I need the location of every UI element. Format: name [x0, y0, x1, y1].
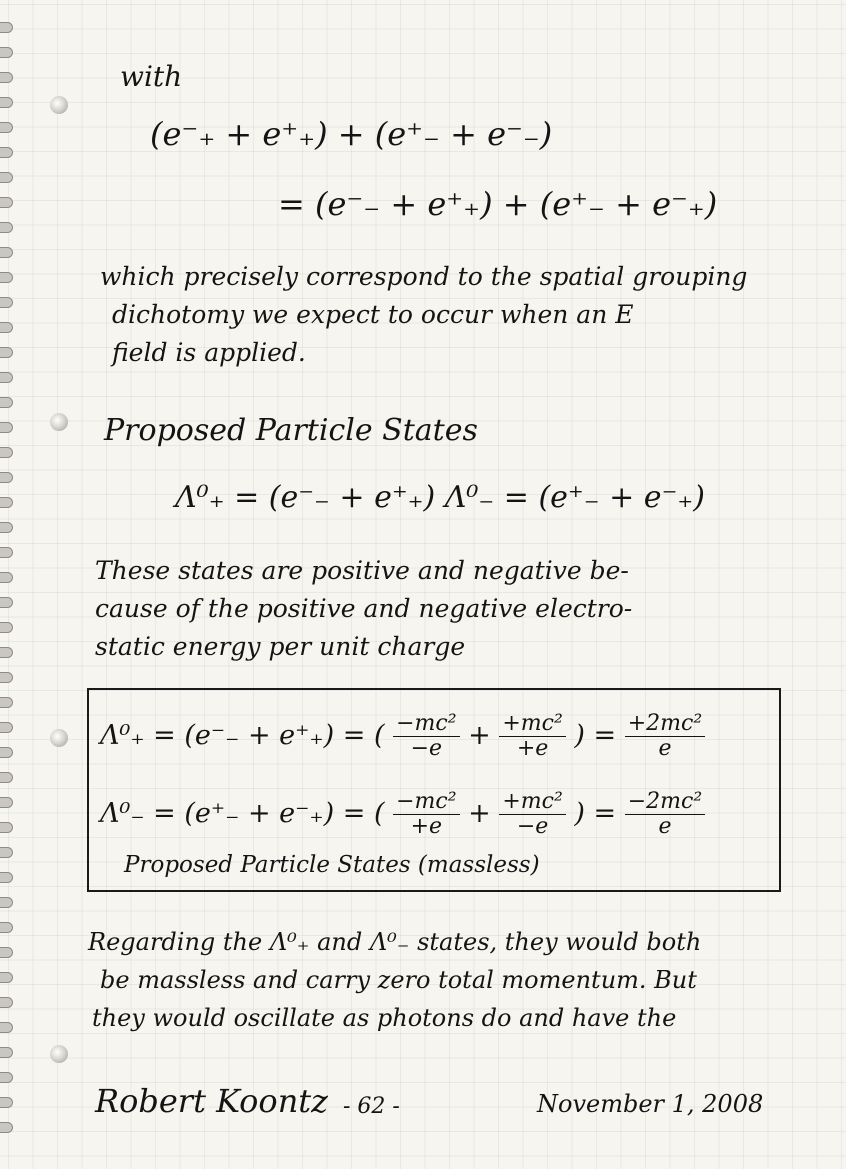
binding-ring-icon — [0, 797, 13, 808]
binding-ring-icon — [0, 697, 13, 708]
binding-ring-icon — [0, 472, 13, 483]
binding-ring-icon — [0, 147, 13, 158]
paragraph-1-line-1: which precisely correspond to the spatial grouping — [100, 262, 748, 291]
binding-ring-icon — [0, 1122, 13, 1133]
box-caption: Proposed Particle States (massless) — [124, 852, 540, 878]
box-eq1-lhs: Λ⁰₊ = (e⁻₋ + e⁺₊) = ( — [100, 720, 385, 752]
binding-ring-icon — [0, 522, 13, 533]
equation-1: (e⁻₊ + e⁺₊) + (e⁺₋ + e⁻₋) — [150, 115, 553, 153]
footer-date: November 1, 2008 — [537, 1090, 764, 1118]
box-equation-2: Λ⁰₋ = (e⁺₋ + e⁻₊) = ( $\frac{\text{−mc²}}{+e}$ + $\frac{\text{+mc²}}{-e}$ ) = $\frac{\text{−2mc²}}{e}$ — [100, 790, 705, 839]
binding-ring-icon — [0, 1047, 13, 1058]
binding-ring-icon — [0, 397, 13, 408]
binding-ring-icon — [0, 1097, 13, 1108]
binding-ring-icon — [0, 1022, 13, 1033]
footer-author-signature: Robert Koontz — [95, 1082, 329, 1120]
section-heading: Proposed Particle States — [104, 413, 478, 448]
binding-ring-icon — [0, 847, 13, 858]
binding-ring-icon — [0, 922, 13, 933]
box-eq2-fraction-1: $\frac{\text{−mc²}}{+e}$ — [393, 790, 459, 839]
binding-ring-icon — [0, 47, 13, 58]
binding-ring-icon — [0, 347, 13, 358]
binding-ring-icon — [0, 22, 13, 33]
paragraph-3-line-3: they would oscillate as photons do and have the — [92, 1004, 677, 1032]
binding-ring-icon — [0, 222, 13, 233]
binding-ring-icon — [0, 297, 13, 308]
paragraph-1-line-2: dichotomy we expect to occur when an E — [112, 300, 634, 329]
binding-ring-icon — [0, 747, 13, 758]
box-eq1-fraction-2: $\frac{\text{+mc²}}{+e}$ — [499, 712, 565, 761]
binding-ring-icon — [0, 997, 13, 1008]
binding-ring-icon — [0, 722, 13, 733]
punch-hole-icon — [50, 413, 68, 431]
paragraph-2-line-2: cause of the positive and negative electro- — [95, 594, 633, 623]
box-eq1-fraction-1: $\frac{\text{−mc²}}{-e}$ — [393, 712, 459, 761]
binding-ring-icon — [0, 497, 13, 508]
footer-page-number: - 62 - — [343, 1094, 400, 1119]
punch-hole-icon — [50, 729, 68, 747]
binding-ring-icon — [0, 322, 13, 333]
binding-ring-icon — [0, 872, 13, 883]
binding-ring-icon — [0, 372, 13, 383]
text-with: with — [120, 60, 183, 93]
spiral-binding — [0, 0, 18, 1169]
paragraph-2-line-3: static energy per unit charge — [95, 632, 466, 661]
box-eq1-result: $\frac{\text{+2mc²}}{e}$ — [625, 712, 705, 761]
paragraph-3-line-2: be massless and carry zero total momentum. But — [100, 966, 697, 994]
binding-ring-icon — [0, 547, 13, 558]
punch-hole-icon — [50, 96, 68, 114]
binding-ring-icon — [0, 122, 13, 133]
binding-ring-icon — [0, 1072, 13, 1083]
box-eq2-lhs: Λ⁰₋ = (e⁺₋ + e⁻₊) = ( — [100, 798, 385, 830]
binding-ring-icon — [0, 772, 13, 783]
binding-ring-icon — [0, 972, 13, 983]
binding-ring-icon — [0, 447, 13, 458]
box-eq2-fraction-2: $\frac{\text{+mc²}}{-e}$ — [499, 790, 565, 839]
binding-ring-icon — [0, 822, 13, 833]
binding-ring-icon — [0, 572, 13, 583]
binding-ring-icon — [0, 72, 13, 83]
paragraph-1-line-3: field is applied. — [112, 338, 306, 367]
binding-ring-icon — [0, 622, 13, 633]
binding-ring-icon — [0, 272, 13, 283]
binding-ring-icon — [0, 97, 13, 108]
binding-ring-icon — [0, 647, 13, 658]
binding-ring-icon — [0, 422, 13, 433]
equation-2: = (e⁻₋ + e⁺₊) + (e⁺₋ + e⁻₊) — [278, 185, 718, 223]
binding-ring-icon — [0, 197, 13, 208]
box-eq2-result: $\frac{\text{−2mc²}}{e}$ — [625, 790, 705, 839]
punch-hole-icon — [50, 1045, 68, 1063]
paragraph-3-line-1: Regarding the Λ⁰₊ and Λ⁰₋ states, they would both — [88, 928, 702, 956]
binding-ring-icon — [0, 172, 13, 183]
binding-ring-icon — [0, 247, 13, 258]
paragraph-2-line-1: These states are positive and negative be- — [95, 556, 629, 585]
binding-ring-icon — [0, 947, 13, 958]
box-equation-1: Λ⁰₊ = (e⁻₋ + e⁺₊) = ( $\frac{\text{−mc²}}{-e}$ + $\frac{\text{+mc²}}{+e}$ ) = $\frac{\text{+2mc²}}{e}$ — [100, 712, 705, 761]
binding-ring-icon — [0, 897, 13, 908]
states-equation: Λ⁰₊ = (e⁻₋ + e⁺₊) Λ⁰₋ = (e⁺₋ + e⁻₊) — [175, 480, 705, 515]
binding-ring-icon — [0, 672, 13, 683]
binding-ring-icon — [0, 597, 13, 608]
